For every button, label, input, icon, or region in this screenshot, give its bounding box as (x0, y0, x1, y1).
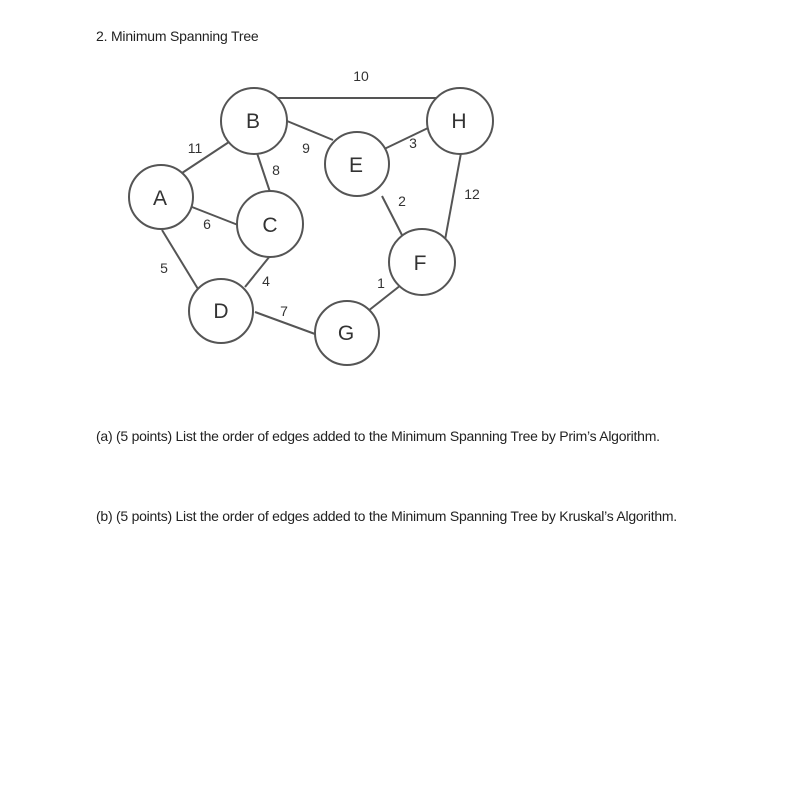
weight-label-A-B: 11 (187, 140, 203, 156)
edge-B-C (257, 153, 270, 192)
node-label-D: D (213, 300, 229, 323)
node-label-H: H (451, 110, 467, 133)
page-title: 2. Minimum Spanning Tree (96, 28, 259, 44)
node-D (189, 279, 253, 343)
node-F (389, 229, 455, 295)
weight-label-E-F: 2 (398, 193, 406, 209)
weight-label-A-C: 6 (203, 216, 211, 232)
weight-label-C-D: 4 (262, 273, 270, 289)
weight-label-D-G: 7 (280, 303, 288, 319)
node-G (315, 301, 379, 365)
node-E (325, 132, 389, 196)
node-label-C: C (262, 214, 278, 237)
weight-label-A-D: 5 (160, 260, 168, 276)
node-label-B: B (245, 110, 261, 133)
node-label-E: E (348, 154, 364, 177)
edge-B-E (287, 121, 333, 140)
question-a: (a) (5 points) List the order of edges added to the Minimum Spanning Tree by Prim’s Algorithm. (96, 428, 660, 444)
edge-A-C (192, 207, 238, 225)
weight-label-B-H: 10 (353, 68, 369, 84)
node-label-G: G (337, 322, 355, 345)
weight-label-E-H: 3 (409, 135, 417, 151)
node-H (427, 88, 493, 154)
weight-label-B-E: 9 (302, 140, 310, 156)
weight-label-G-F: 1 (377, 275, 385, 291)
node-C (237, 191, 303, 257)
node-B (221, 88, 287, 154)
edge-H-F (445, 153, 461, 240)
question-b: (b) (5 points) List the order of edges added to the Minimum Spanning Tree by Kruskal’s Algorithm. (96, 508, 677, 524)
weight-label-H-F: 12 (464, 186, 480, 202)
node-A (129, 165, 193, 229)
node-label-A: A (152, 187, 168, 210)
node-label-F: F (413, 252, 427, 275)
weight-label-B-C: 8 (272, 162, 280, 178)
